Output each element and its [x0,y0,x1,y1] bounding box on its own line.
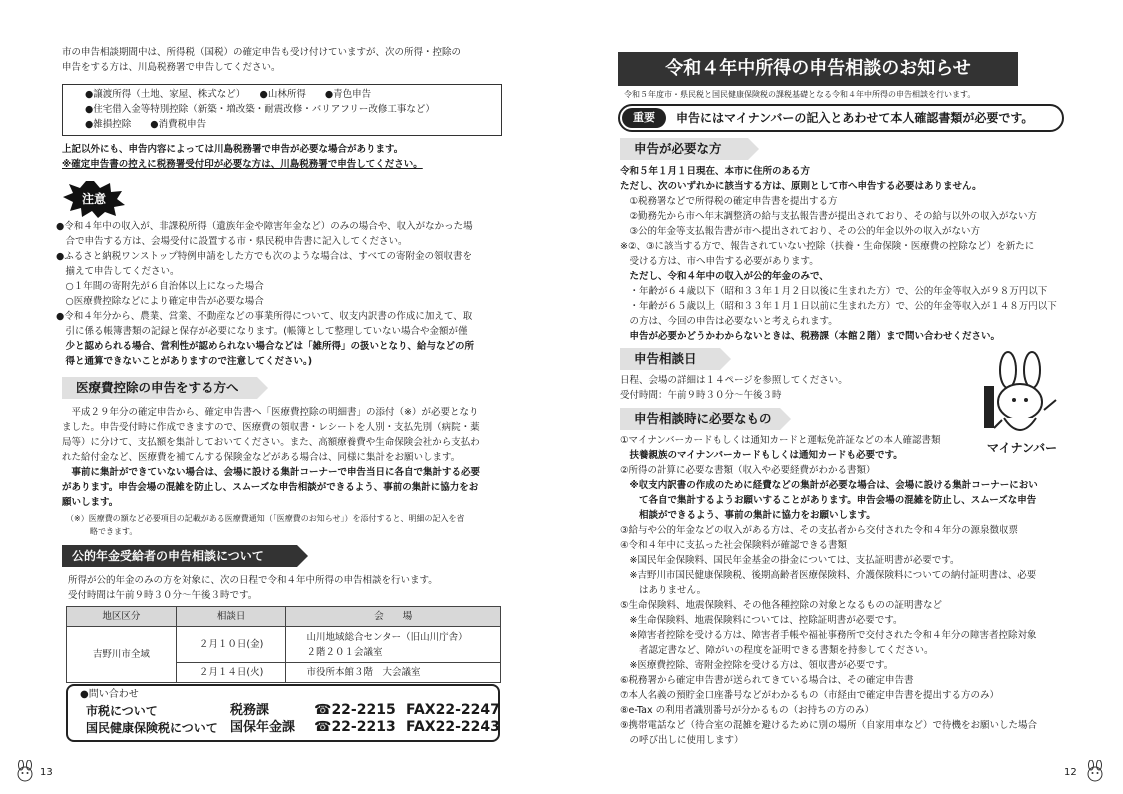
caution-line: 得と通算できないことがありますので注意してください。) [56,356,313,367]
item-line: ※生命保険料、地震保険料については、控除証明書が必要です。 [620,615,903,626]
caution-line: ●令和４年中の収入が、非課税所得（遺族年金や障害年金など）のみの場合や、収入がなかった場 [56,221,473,232]
item-line: ⑧e-Tax の利用者識別番号が分かるもの（お持ちの方のみ） [620,705,875,716]
date-cell: ２月１４日(火) [176,663,286,683]
caution-line: ●令和４年分から、農業、営業、不動産などの事業所得について、収支内訳書の作成に加えて、取 [56,311,473,322]
contact-fax: FAX22-2247 [406,702,500,718]
item-line: ⑥税務署から確定申告書が送られてきている場合は、その確定申告書 [620,675,914,686]
item-line: ⑨携帯電話など（待合室の混雑を避けるために別の場所（自家用車など）で待機をお願いした場合 [620,720,1038,731]
item-line: ⑤生命保険料、地震保険料、その他各種控除の対象となるものの証明書など [620,600,943,611]
venue-line: ２階２０１会議室 [306,646,383,658]
pension-section-title: 公的年金受給者の申告相談について [62,545,297,567]
items-section-title: 申告相談時に必要なもの [620,408,780,430]
page-subtitle: 令和５年度市・県民税と国民健康保険税の課税基礎となる令和４年中所得の申告相談を行います。 [624,90,976,99]
intro-line: 市の申告相談期間中は、所得税（国税）の確定申告も受け付けていますが、次の所得・控除の [62,47,462,58]
item-line: ※吉野川市国民健康保険税、後期高齢者医療保険料、介護保険料についての納付証明書は、必要 [620,570,1037,581]
tax-office-stamp-note: ※確定申告書の控えに税務署受付印が必要な方は、川島税務署で申告してください。 [62,159,423,170]
need-line: ただし、令和４年中の収入が公的年金のみで、 [620,271,829,282]
medical-footnote: （※）医療費の額など必要項目の記載がある医療費通知（「医療費のお知らせ」）を添付すると、明細の記入を省 [66,514,465,523]
caution-label: 注意 [81,192,106,206]
caution-line: 合で申告する方は、会場受付に設置する市・県民税申告書に記入してください。 [56,236,408,247]
table-header-row [67,607,501,627]
medical-footnote: 略できます。 [66,527,138,536]
medical-line: 局等）に分けて、支払額を集計しておいてください。また、高額療養費や生命保険会社から支払わ [62,437,480,448]
item-line: て各自で集計するようお願いすることがあります。申告会場の混雑を防止し、スムーズな申告 [620,495,1037,506]
item-line: ※国民年金保険料、国民年金基金の掛金については、支払証明書が必要です。 [620,555,960,566]
medical-line: れた給付金など、医療費を補てんする保険金などがある場合は、同様に集計をお願いします。 [62,452,461,463]
medical-line: があります。申告会場の混雑を防止し、スムーズな申告相談ができるよう、事前の集計に協力をお [62,482,479,493]
venue-cell [286,627,501,663]
item-line: ※収支内訳書の作成のために経費などの集計が必要な場合は、会場に設ける集計コーナーにおい [620,480,1038,491]
medical-section-title: 医療費控除の申告をする方へ [62,377,257,399]
caution-line: 引に係る帳簿書類の記録と保存が必要になります。(帳簿として整理していない場合や金額が僅 [56,326,468,337]
item-line: 扶養親族のマイナンバーカードもしくは通知カードも必要です。 [620,450,903,461]
contact-label: 市税について [86,704,158,718]
medical-line: 事前に集計ができていない場合は、会場に設ける集計コーナーで申告当日に各自で集計する必要 [62,467,481,478]
box-item: ●住宅借入金等特別控除（新築・増改築・耐震改修・バリアフリー改修工事など） [85,104,435,115]
page-number: 13 [40,766,53,778]
item-line: ②所得の計算に必要な書類（収入や必要経費がわかる書類） [620,465,876,476]
need-line: ※②、③に該当する方で、報告されていない控除（扶養・生命保険・医療費の控除など）を新たに [620,241,1035,252]
rabbit-icon [1084,760,1106,782]
mascot-label: マイナンバー [986,441,1058,455]
contact-phone: ☎22-2215 [314,702,396,718]
area-cell: 吉野川市全域 [67,627,177,683]
need-line: ・年齢が６４歳以下（昭和３３年１月２日以後に生まれた方）で、公的年金等収入が９８万円以下 [620,286,1048,297]
day-line: 日程、会場の詳細は１４ページを参照してください。 [620,375,848,386]
page-title: 令和４年中所得の申告相談のお知らせ [618,52,1018,86]
contact-label: 国民健康保険税について [86,721,218,735]
item-line: ⑦本人名義の預貯金口座番号などがわかるもの（市経由で確定申告書を提出する方のみ） [620,690,1000,701]
contact-title: ●問い合わせ [80,689,139,700]
item-line: 相談ができるよう、事前の集計に協力をお願いします。 [620,510,876,521]
contact-box [66,684,500,742]
contact-fax: FAX22-2243 [406,719,500,735]
page-number: 12 [1064,766,1077,778]
item-line: ④令和４年中に支払った社会保険料が確認できる書類 [620,540,848,551]
caution-line: ●ふるさと納税ワンストップ特例申請をした方でも次のような場合は、すべての寄附金の領収書を [56,251,473,262]
important-banner [618,104,1064,132]
item-line: ①マイナンバーカードもしくは通知カードと運転免許証などの本人確認書類 [620,435,941,446]
day-line: 受付時間：午前９時３０分～午後３時 [620,390,782,401]
rabbit-icon [14,760,36,782]
contact-dept: 税務課 [230,703,270,718]
venue-line: 山川地域総合センター（旧山川庁舎） [306,631,468,643]
intro-line: 申告をする方は、川島税務署で申告してください。 [62,62,281,73]
item-line: ※障害者控除を受ける方は、障害者手帳や福祉事務所で交付された令和４年分の障害者控除対象 [620,630,1037,641]
need-line: ただし、次のいずれかに該当する方は、原則として市へ申告する必要はありません。 [620,181,982,192]
caution-line: ○１年間の寄附先が６自治体以上になった場合 [56,281,264,292]
item-line: の呼び出しに使用します） [620,735,744,746]
mynumber-mascot [974,350,1070,462]
date-cell: ２月１０日(金) [176,627,286,663]
need-line: 受ける方は、市へ申告する必要があります。 [620,256,819,267]
item-line: ※医療費控除、寄附金控除を受ける方は、領収書が必要です。 [620,660,894,671]
important-text: 申告にはマイナンバーの記入とあわせて本人確認書類が必要です。 [676,111,1034,125]
medical-line: ました。申告受付時に作成できますので、医療費の領収書・レシートを人別・支払先別（病院・薬 [62,422,480,433]
caution-line: ○医療費控除などにより確定申告が必要な場合 [56,296,264,307]
item-line: ③給与や公的年金などの収入がある方は、その支払者から交付された令和４年分の源泉徴収票 [620,525,1019,536]
table-header: 相談日 [176,607,286,627]
need-line: 申告が必要かどうかわからないときは、税務課（本館２階）まで問い合わせください。 [620,331,1001,342]
pension-line: 所得が公的年金のみの方を対象に、次の日程で令和４年中所得の申告相談を行います。 [68,575,438,586]
need-line: ②勤務先から市へ年末調整済の給与支払報告書が提出されており、その給与以外の収入がない方 [620,211,1038,222]
contact-dept: 国保年金課 [230,720,296,735]
caution-line: 少と認められる場合、営利性が認められない場合などは「雑所得」の扱いとなり、給与などの所 [56,341,475,352]
table-row [67,627,501,663]
caution-line: 揃えて申告してください。 [56,266,180,277]
box-item: ●雑損控除 ●消費税申告 [85,119,207,130]
box-item: ●譲渡所得（土地、家屋、株式など） ●山林所得 ●青色申告 [85,89,372,100]
right-page [562,0,1123,794]
need-line: の方は、今回の申告は必要ないと考えられます。 [620,316,838,327]
rabbit-mascot-icon [974,350,1070,442]
pension-line: 受付時間は午前９時３０分～午後３時です。 [68,590,258,601]
pension-schedule-table [66,606,501,683]
day-section-title: 申告相談日 [620,348,720,370]
table-header: 地区区分 [67,607,177,627]
need-line: 令和５年１月１日現在、本市に住所のある方 [620,166,811,177]
need-section-title: 申告が必要な方 [620,138,748,160]
caution-badge [62,180,126,218]
tax-office-note: 上記以外にも、申告内容によっては川島税務署で申告が必要な場合があります。 [62,144,404,155]
venue-cell: 市役所本館３階 大会議室 [286,663,501,683]
medical-line: 願いします。 [62,497,119,508]
table-header: 会 場 [286,607,501,627]
item-line: 者認定書など、障がいの程度を証明できる書類を持参してください。 [620,645,934,656]
important-badge: 重要 [622,108,666,128]
tax-office-items-box [62,84,502,136]
need-line: ・年齢が６５歳以上（昭和３３年１月１日以前に生まれた方）で、公的年金等収入が１４８万円以下 [620,301,1057,312]
medical-line: 平成２９年分の確定申告から、確定申告書へ「医療費控除の明細書」の添付（※）が必要となり [62,407,479,418]
left-page [0,0,561,794]
need-line: ①税務署などで所得税の確定申告書を提出する方 [620,196,838,207]
item-line: はありません。 [620,585,707,596]
need-line: ③公的年金等支払報告書が市へ提出されており、その公的年金以外の収入がない方 [620,226,981,237]
contact-phone: ☎22-2213 [314,719,396,735]
